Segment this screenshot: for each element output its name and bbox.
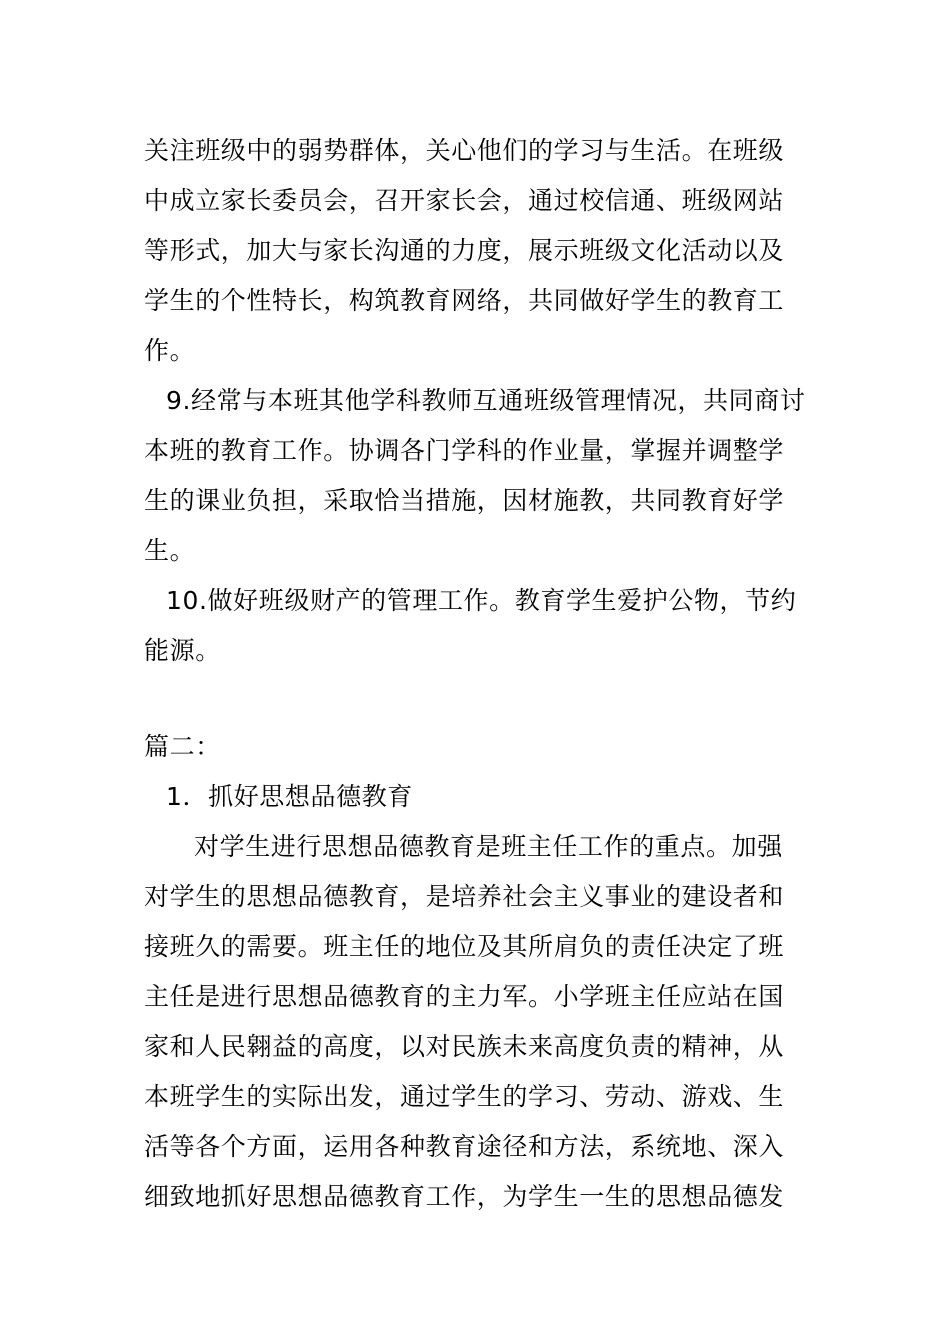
list-item-9-line: 9.经常与本班其他学科教师互通班级管理情况，共同商讨 [166, 386, 806, 415]
paragraph-line: 对学生进行思想品德教育是班主任工作的重点。加强 [194, 832, 783, 861]
paragraph-line: 作。 [144, 336, 196, 365]
paragraph-line: 家和人民翱益的高度，以对民族未来高度负责的精神，从 [144, 1032, 785, 1061]
list-item-9-line: 本班的教育工作。协调各门学科的作业量，掌握并调整学 [144, 436, 785, 465]
list-item-9-line: 生的课业负担，采取恰当措施，因材施教，共同教育好学 [144, 486, 785, 515]
paragraph-line: 细致地抓好思想品德教育工作，为学生一生的思想品德发 [144, 1182, 785, 1211]
paragraph-line: 主任是进行思想品德教育的主力军。小学班主任应站在国 [144, 982, 785, 1011]
list-item-10-line: 能源。 [144, 636, 221, 665]
paragraph-line: 接班久的需要。班主任的地位及其所肩负的责任决定了班 [144, 932, 785, 961]
paragraph-line: 对学生的思想品德教育，是培养社会主义事业的建设者和 [144, 882, 785, 911]
paragraph-line: 学生的个性特长，构筑教育网络，共同做好学生的教育工 [144, 286, 785, 315]
paragraph-line: 中成立家长委员会，召开家长会，通过校信通、班级网站 [144, 186, 785, 215]
paragraph-line: 活等各个方面，运用各种教育途径和方法，系统地、深入 [144, 1132, 785, 1161]
subheading: 1．抓好思想品德教育 [166, 782, 413, 811]
paragraph-line: 关注班级中的弱势群体，关心他们的学习与生活。在班级 [144, 136, 785, 165]
list-item-10-line: 10.做好班级财产的管理工作。教育学生爱护公物，节约 [166, 586, 797, 615]
paragraph-line: 等形式，加大与家长沟通的力度，展示班级文化活动以及 [144, 236, 785, 265]
paragraph-line: 本班学生的实际出发，通过学生的学习、劳动、游戏、生 [144, 1082, 785, 1111]
list-item-9-line: 生。 [144, 536, 196, 565]
section-heading: 篇二： [144, 732, 221, 761]
